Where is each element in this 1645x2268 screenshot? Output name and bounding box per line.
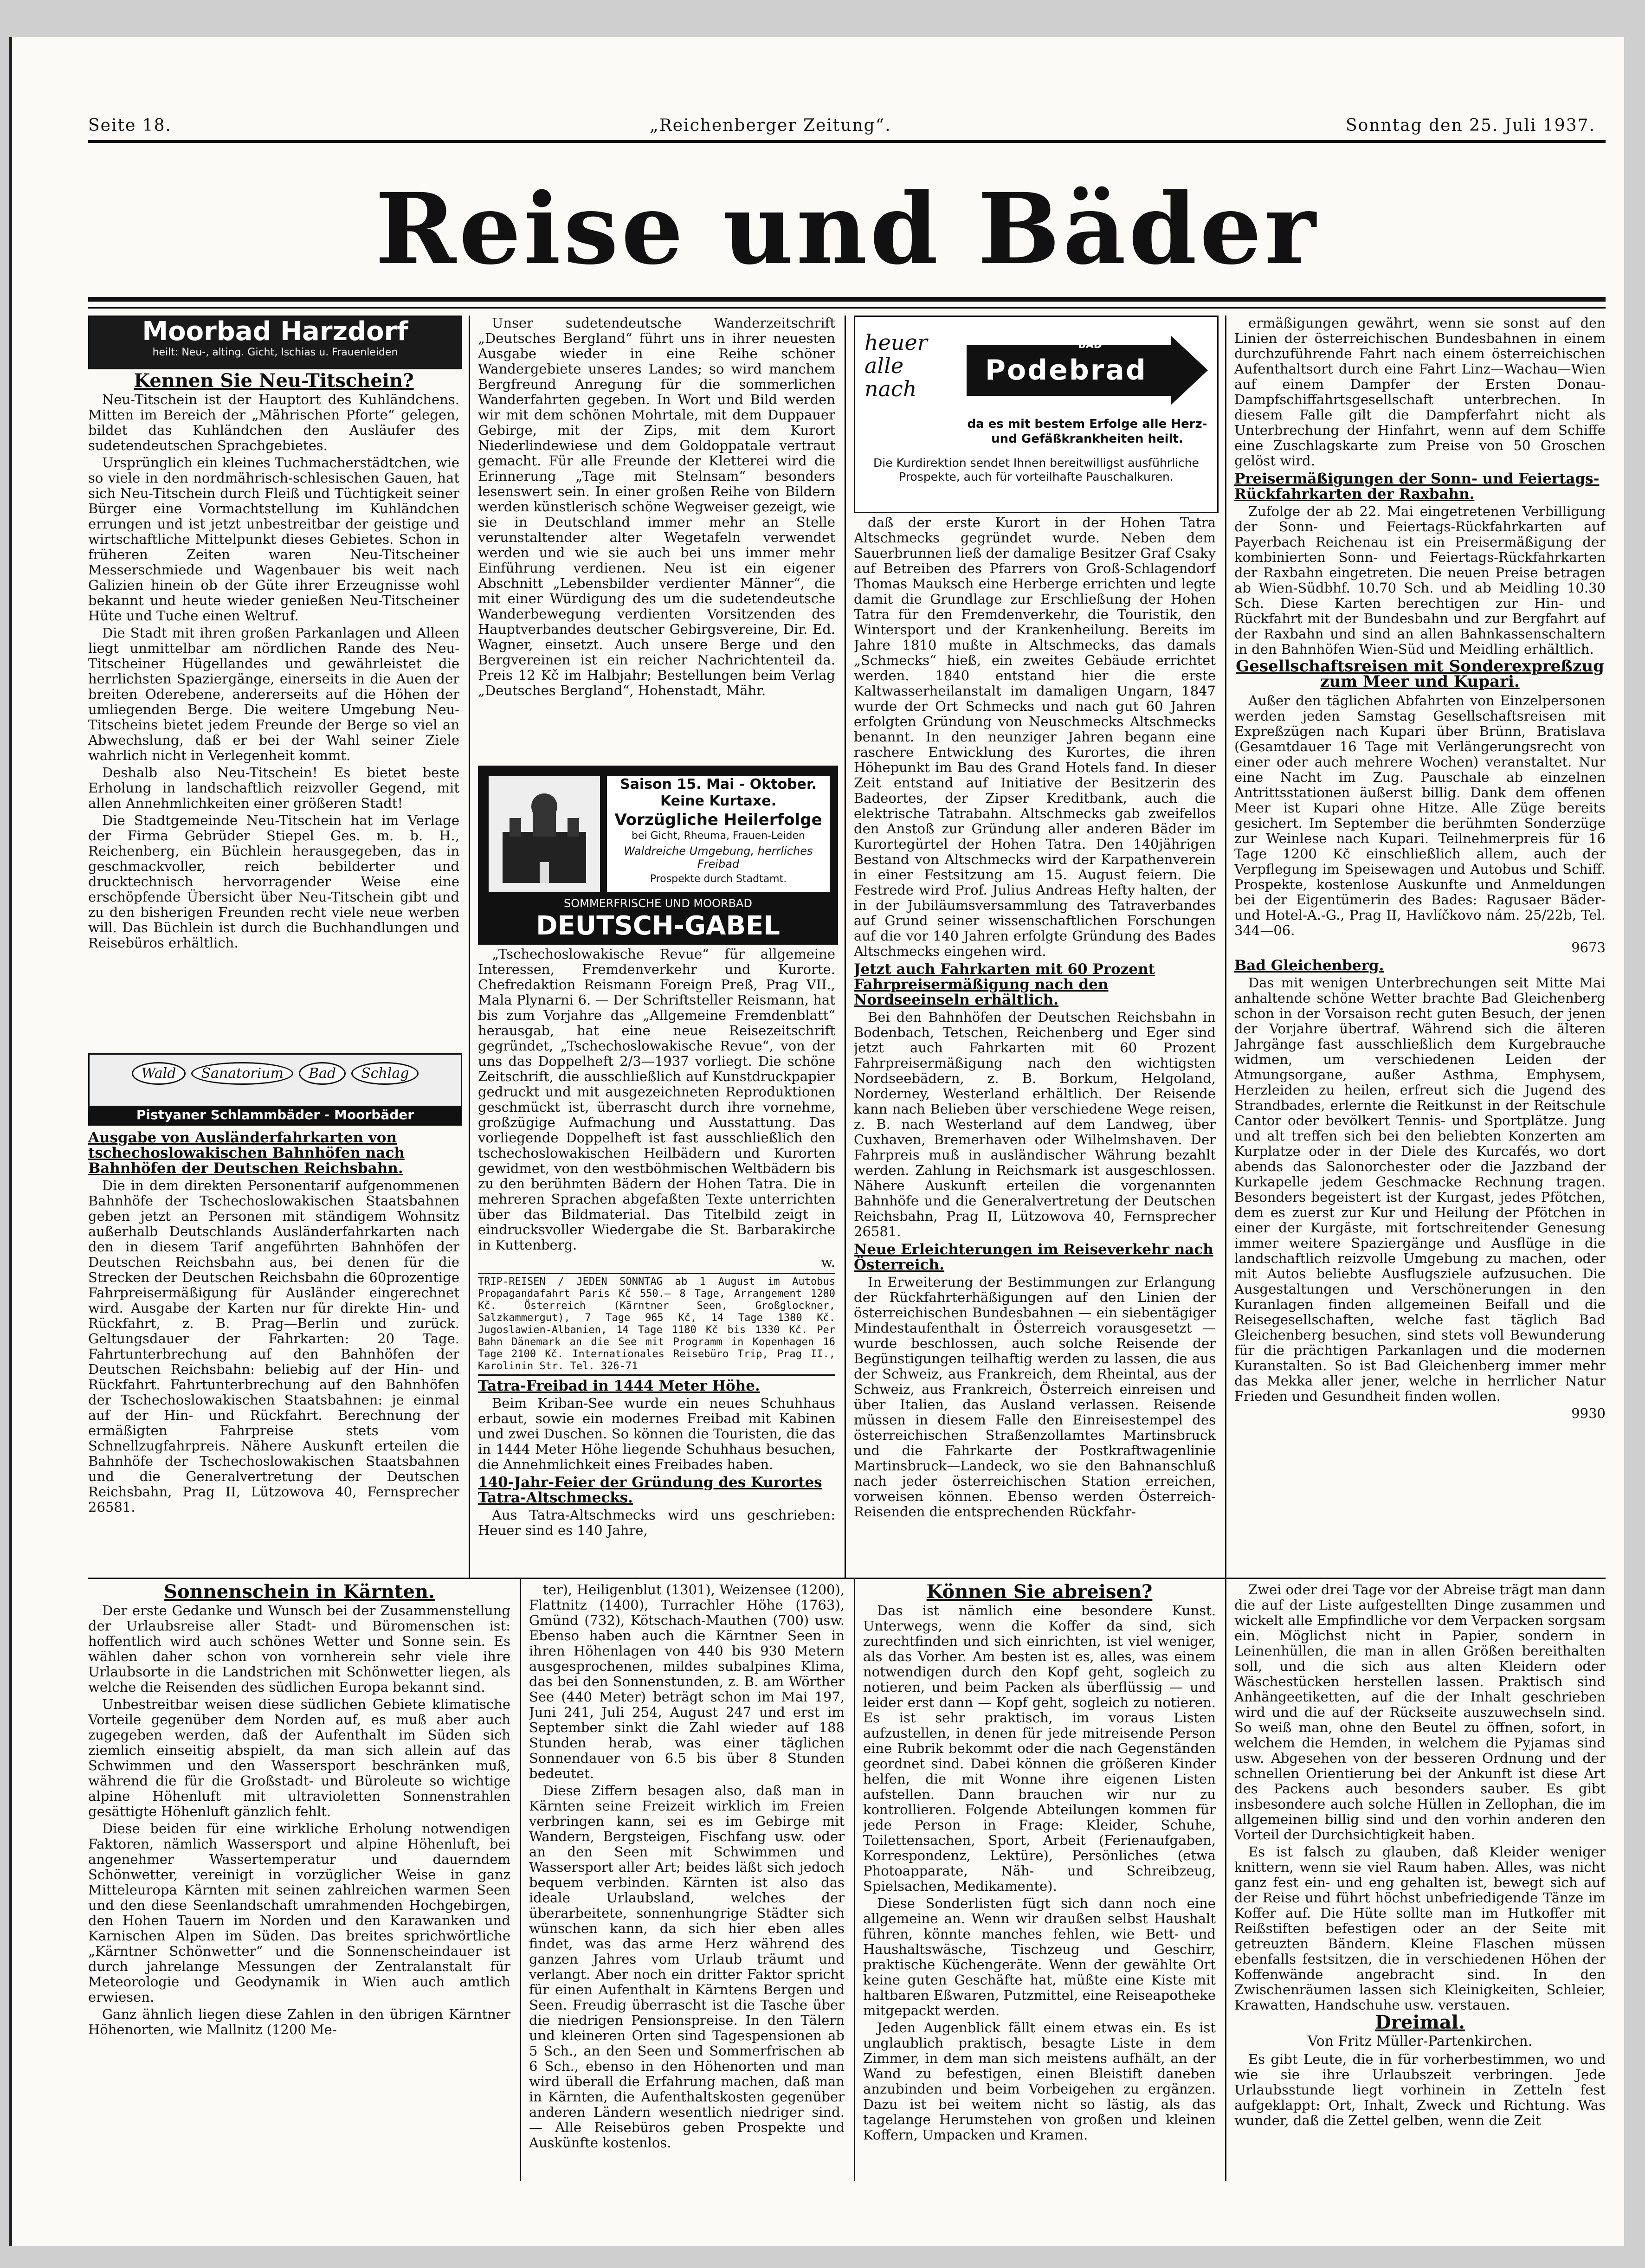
headline: Dreimal.: [1375, 2011, 1465, 2033]
article-auslaenderfahrkarten: [88, 1128, 459, 1573]
ad-word: Wald: [132, 1062, 186, 1085]
ad-number: 9673: [1571, 940, 1606, 955]
spa-building-illustration: [489, 776, 600, 892]
column-rule: [1225, 1578, 1226, 2181]
article-tschechoslowakische-revue: [478, 947, 835, 1573]
paragraph: Unbestreitbar weisen diese südlichen Gebiete klimatische Vorteile gegenüber dem Norden auf, es muß aber auch zugegeben werden, daß der Aufenthalt im Süden sich ziemlich einseitig abspielt, da man sich allein auf das Schwimmen und den Wassersport beschränken muß, während die für die Großstadt- und Büroleute so wichtige alpine Höhenluft mit ultravioletten Sonnenstrahlen gesättigte Höhenluft gänzlich fehlt.: [88, 1696, 510, 1819]
paragraph: Bei den Bahnhöfen der Deutschen Reichsbahn in Bodenbach, Tetschen, Reichenberg und Eger sind jetzt auch Fahrkarten mit 60 Prozent Fahrpreisermäßigung nach den wichtigsten Nordseebädern, z. B. Borkum, Helgoland, Norderney, Westerland erhältlich. Der Reisende kann nach Belieben über verschiedene Wege reisen, z. B. nach Westerland auf dem Landweg, über Cuxhaven, Bremerhaven oder Wilhelmshaven. Der Fahrpreis muß in ausländischer Währung bezahlt werden. Zahlung in Reichsmark ist ausgeschlossen. Nähere Auskunft erteilen die vorgenannten Bahnhöfe und die Generalvertretung der Deutschen Reichsbahn, Prag II, Lützowova 40, Fernsprecher 26581.: [854, 1009, 1216, 1239]
article-column-four: [1234, 316, 1606, 1573]
signature: w.: [821, 1254, 835, 1270]
headline: Tatra-Freibad in 1444 Meter Höhe.: [478, 1378, 760, 1394]
article-abreisen-continued: [1234, 1582, 1606, 2181]
ad-harzdorf-name: Moorbad Harzdorf: [142, 316, 408, 347]
paragraph: Das mit wenigen Unterbrechungen seit Mitte Mai anhaltende schöne Wetter brachte Bad Gleichenberg schon in der Vorsaison recht guten Besuch, der jenen der Vorjahre übertraf. Während sich die älteren Jahrgänge fast ausschließlich dem Kurgebrauche widmen, um verschiedenen Leiden der Atmungsorgane, außer Asthma, Emphysem, Herzleiden zu heilen, erfreut sich die Jugend des Strandbades, erlernte die Reitkunst in der Reitschule Cantor oder bevölkert Tennis- und Sportplätze. Jung und alt treffen sich bei den beliebten Konzerten am Kurplatze oder in der Diele des Kurcafés, wo dort abends das Salonorchester oder die Jazzband der Kurkapelle jedem Geschmacke Rechnung tragen. Besonders begeistert ist der Kurgast, jedes Pfötchen, dem es zuerst zur Kur und Heilung der Pfötchen in einer der Kurgäste, mit fortschreitender Genesung immer weitere Spaziergänge und Ausflüge in die landschaftlich reizvolle Umgebung zu machen, oder mit Autos beliebte Ausflugsziele aufzusuchen. Die Ausgestaltungen und Verschönerungen in den Kuranlagen finden allgemeinen Beifall und die Reisegesellschaften, welche fast täglich Bad Gleichenberg besuchen, sind stets voll Bewunderung für die prächtigen Parkanlagen und die modernen Kuranstalten. So ist Bad Gleichenberg immer mehr das Mekka aller jener, welche in herrlicher Natur Frieden und Gesundheit finden wollen.: [1234, 975, 1606, 1404]
article-abreisen: [863, 1582, 1216, 2181]
headline: Kennen Sie Neu-Titschein?: [134, 371, 414, 392]
article-deutsches-bergland: [478, 316, 835, 761]
newspaper-page: [9, 37, 1624, 2246]
paragraph: Unser sudetendeutsche Wanderzeitschrift „Deutsches Bergland“ führt uns in ihrer neuesten Ausgabe wieder in eine Reihe schöner Wandergebiete unseres Landes; so wird manchem Bergfreund Anregung für die sommerlichen Wanderfahrten gegeben. In Wort und Bild werden wir mit dem schönen Mohrtale, mit dem Duppauer Gebirge, mit der Zips, mit dem Kurort Niederlindewiese und dem Goldoppatale vertraut gemacht. Für alle Freunde der Kletterei wird die Erinnerung „Tage mit Stelnsam“ besonders lesenswert sein. In einer großen Reihe von Bildern werden künstlerisch schöne Wegweiser gezeigt, wie sie in Deutschland immer mehr an Stelle verunstaltender alter Wegetafeln verwendet werden und wie sie auch bei uns immer mehr Einführung verdienen. Neu ist ein eigener Abschnitt „Lebensbilder verdienter Männer“, die mit einer Würdigung des um die sudetendeutsche Wanderbewegung verdienten Vorsitzenden des Hauptverbandes deutscher Gebirgsvereine, Dir. Ed. Wagner, einsetzt. Auch unsere Berge und den Bergvereinen ist ein reicher Nachrichtenteil da. Preis 12 Kč im Halbjahr; Bestellungen beim Verlag „Deutsches Bergland“, Hohenstadt, Mähr.: [478, 316, 835, 698]
headline: Bad Gleichenberg.: [1234, 957, 1384, 974]
paragraph: Diese beiden für eine wirkliche Erholung notwendigen Faktoren, nämlich Wassersport und alpine Höhenluft, bei angenehmer Wassertemperatur und dauerndem Schönwetter, vereinigt in vorzüglicher Weise in ganz Mitteleuropa Kärnten mit seinen zahlreichen warmen Seen und den diese Seenlandschaft umrahmenden Hochgebirgen, den Hohen Tauern im Norden und den Karawanken und Karnischen Alpen im Süden. Das breites sprichwörtliche „Kärntner Schönwetter“ und die Sonnenscheindauer ist durch jahrelange Messungen der Zentralanstalt für Meteorologie und Geodynamik in Wien auch amtlich erwiesen.: [88, 1821, 510, 2005]
section-rule: [88, 1578, 1606, 1579]
ad-wald-sanatorium: [88, 1053, 462, 1126]
paragraph: Deshalb also Neu-Titschein! Es bietet beste Erholung in landschaftlich reizvoller Gegend, mit allen Annehmlichkeiten einer größeren Stadt!: [88, 765, 459, 811]
page-number: Seite 18.: [88, 116, 172, 135]
ad-podebrad-name: Podebrad: [985, 354, 1147, 387]
column-rule: [520, 1578, 521, 2181]
paragraph: Diese Ziffern besagen also, daß man in Kärnten seine Freizeit wirklich im Freien verbringen kann, sei es im Gebirge mit Wandern, Bergsteigen, Fischfang usw. oder an den Seen mit Schwimmen und Wassersport aller Art; beides läßt sich jedoch bequem verbinden. Kärnten ist also das ideale Urlaubsland, welches der überarbeitete, sonnenhungrige Städter sich wünschen kann, da sich hier eben alles findet, was das arme Herz während des ganzen Jahres vom Urlaub träumt und verlangt. Aber noch ein dritter Faktor spricht für einen Aufenthalt in Kärntens Bergen und Seen. Freudig überrascht ist die Tasche über die niedrigen Pensionspreise. In den Tälern und kleineren Orten sind Tagespensionen ab 5 Sch., an den Seen und Sommerfrischen ab 6 Sch., ebenso in den Höhenorten und man wird überall die Erfahrung machen, daß man in Kärnten, die Aufenthaltskosten gegenüber anderen Ländern wesentlich niedriger sind. — Alle Reisebüros geben Prospekte und Auskünfte kostenlos.: [529, 1783, 845, 2151]
paragraph: Es ist falsch zu glauben, daß Kleider weniger knittern, wenn sie viel Raum haben. Alles, was nicht ganz fest ein- und eng gehalten ist, bewegt sich auf der Reise und führt höchst unbefriedigende Tänze im Koffer auf. Die Hüte sollte man im Hutkoffer mit Reißstiften befestigen oder an der Seite mit getreuzten Bändern. Kleine Flaschen müssen ebenfalls festsitzen, die in verschiedenen Höhen der Koffenwände angebracht sind. In den Zwischenräumen lassen sich Kleinigkeiten, Schleier, Krawatten, Handschuhe usw. verstauen.: [1234, 1844, 1606, 2013]
ad-podebrad-bad: BAD: [1078, 339, 1103, 351]
paragraph: „Tschechoslowakische Revue“ für allgemeine Interessen, Fremdenverkehr und Kurorte. Chefredaktion Reismann Foreign Preß, Prag VII., Mala Plynarni 6. — Der Schriftsteller Reismann, hat bis zum Vorjahre das „Allgemeine Fremdenblatt“ herausgab, hat eine neue Reisezeitschrift gegründet, „Tschechoslowakische Revue“, von der uns das Doppelheft 2/3—1937 vorliegt. Die schöne Zeitschrift, die ausschließlich auf Kunstdruckpapier gedruckt und mit ausgezeichneten Reproduktionen geschmückt ist, überrascht durch ihre vornehme, großzügige Aufmachung und Ausstattung. Das vorliegende Doppelheft ist fast ausschließlich den tschechoslowakischen Heilbädern und Kurorten gewidmet, von den westböhmischen Weltbädern bis zu den berühmten Bädern der Hohen Tatra. Die in mehreren Sprachen abgefaßten Texte unterrichten über das Bildmaterial. Das Titelbild zeigt in eindrucksvoller Wiedergabe die St. Barbarakirche in Kuttenberg.: [478, 947, 835, 1253]
paragraph: Es gibt Leute, die in für vorherbestimmen, wo und wie sie ihre Urlaubszeit verbringen. Jede Urlaubsstunde liegt vorhinein in Zetteln fest aufgeklappt: Ort, Inhalt, Zweck und Richtung. Was wunder, daß die Zettel gelben, wenn die Zeit: [1234, 2051, 1606, 2128]
paragraph: Neu-Titschein ist der Hauptort des Kuhländchens. Mitten im Bereich der „Mährischen Pforte“ gelegen, bildet das Kuhländchen den Ausläufer des sudetendeutschen Sprachgebietes.: [88, 392, 459, 453]
column-rule: [1225, 316, 1226, 1578]
paragraph: Die Stadt mit ihren großen Parkanlagen und Alleen liegt unmittelbar am nördlichen Rande des Neu-Titscheiner Hügellandes und gewährleistet die herrlichsten Spaziergänge, einerseits in die Auen der breiten Oderebene, andererseits auf die Höhen der umliegenden Berge. Die weitere Umgebung Neu-Titscheins bietet jedem Freunde der Berge so viel an Abwechslung, daß er bei der Wahl seiner Ziele wahrlich nicht in Verlegenheit kommt.: [88, 625, 459, 763]
ad-bad-podebrad: [854, 316, 1219, 513]
paragraph: Das ist nämlich eine besondere Kunst. Unterwegs, wenn die Koffer da sind, sich zurechtfinden und sich einrichten, ist viel weniger, als das Vorher. Am besten ist es, alles, was einem notwendigen durch den Kopf geht, sogleich zu notieren, und beim Packen als überflüssig — und leider erst dann — Kopf geht, sogleich zu notieren. Es ist sehr praktisch, im voraus Listen aufzustellen, in denen für jede mitreisende Person eine Rubrik bekommt oder die nach Gegenständen geordnet sind. Dabei können die größeren Kinder helfen, die mit Wonne ihre eigenen Listen aufstellen. Dann brauchen wir nur zu kontrollieren. Folgende Abteilungen kommen für jede Person in Frage: Kleider, Schuhe, Toilettensachen, Sport, Arbeit (Ferienaufgaben, Korrespondenz, Lektüre), Persönliches (etwa Photoapparate, Näh- und Schreibzeug, Spielsachen, Medikamente).: [863, 1603, 1216, 1894]
article-altschmecks: [854, 515, 1216, 1573]
ad-word: Bad: [299, 1062, 346, 1085]
headline: Neue Erleichterungen im Reiseverkehr nach Österreich.: [854, 1241, 1213, 1273]
headline: Jetzt auch Fahrkarten mit 60 Prozent Fahrpreisermäßigung nach den Nordseeinseln erhältlich.: [854, 961, 1155, 1008]
ad-podebrad-note: Die Kurdirektion sendet Ihnen bereitwilligst ausführliche Prospekte, auch für vorteilhafte Pauschalkuren.: [873, 456, 1199, 483]
ad-sanatorium-sub: Pistyaner Schlammbäder - Moorbäder: [90, 1106, 461, 1124]
ad-gabel-banner: DEUTSCH-GABEL: [536, 911, 780, 941]
paragraph: Die in dem direkten Personentarif aufgenommenen Bahnhöfe der Tschechoslowakischen Staatsbahnen geben jetzt an Personen mit ständigem Wohnsitz außerhalb Deutschlands Ausländerfahrkarten nach den in diesem Tarif angeführten Bahnhöfen der Deutschen Reichsbahn aus, bei denen für die Strecken der Deutschen Reichsbahn die 60prozentige Fahrpreisermäßigung für Ausländer eingerechnet wird. Ausgabe der Karten nur für direkte Hin- und Rückfahrt, z. B. Prag—Berlin und zurück. Geltungsdauer der Fahrkarten: 20 Tage. Fahrtunterbrechung auf den Bahnhöfen der Deutschen Reichsbahn: beliebig auf der Hin- und Rückfahrt. Fahrtunterbrechung auf den Bahnhöfen der Tschechoslowakischen Staatsbahnen: je einmal auf der Hin- und Rückfahrt. Berechnung der ermäßigten Fahrpreise stets vom Schnellzugfahrpreis. Nähere Auskunft erteilen die Bahnhöfe der Tschechoslowakischen Staatsbahnen und die Generalvertretung der Deutschen Reichsbahn, Prag II, Lützowova 40, Fernsprecher 26581.: [88, 1178, 459, 1515]
ad-podebrad-left: heuer alle nach: [864, 330, 928, 401]
ad-moorbad-harzdorf: [88, 316, 462, 369]
headline: 140-Jahr-Feier der Gründung des Kurortes Tatra-Altschmecks.: [478, 1474, 822, 1506]
paragraph: Ursprünglich ein kleines Tuchmacherstädtchen, wie so viele in den nordmährisch-schlesischen Gauen, hat sich Neu-Titschein durch Fleiß und Tüchtigkeit seiner Bürger eine Vormachtstellung im Kuhländchen errungen und ist jetzt unbestreitbar der geistige und wirtschaftliche Mittelpunkt dieses Gebietes. Schon in früheren Zeiten waren Neu-Titscheiner Messerschmiede und Wagenbauer bis weit nach Galizien hinein ob der Güte ihrer Erzeugnisse wohl bekannt und heute wieder genießen Neu-Titscheiner Hüte und Tuche einen Weltruf.: [88, 455, 459, 624]
title-rule-thin: [88, 307, 1606, 309]
ad-harzdorf-sub: heilt: Neu-, alting. Gicht, Ischias u. Frauenleiden: [152, 347, 398, 358]
headline: Ausgabe von Ausländerfahrkarten von tschechoslowakischen Bahnhöfen nach Bahnhöfen der Deutschen Reichsbahn.: [88, 1129, 405, 1177]
issue-date: Sonntag den 25. Juli 1937.: [1346, 116, 1595, 135]
ad-podebrad-text: da es mit bestem Erfolge alle Herz- und Gefäßkrankheiten heilt.: [967, 417, 1207, 446]
paragraph: Diese Sonderlisten fügt sich dann noch eine allgemeine an. Wenn wir draußen selbst Haushalt führen, könnte manches fehlen, wie Bett- und Haushaltswäsche, Tischzeug und Geschirr, praktische Küchengeräte. Wenn der gewählte Ort keine guten Geschäfte hat, müßte eine Kiste mit haltbaren Eßwaren, Putzmittel, eine Reiseapotheke mitgepackt werden.: [863, 1895, 1216, 2018]
headline: Preisermäßigungen der Sonn- und Feiertags-Rückfahrkarten der Raxbahn.: [1234, 470, 1600, 503]
ad-number: 9930: [1571, 1405, 1606, 1421]
article-neu-titschein: [88, 371, 459, 1049]
paragraph: Ganz ähnlich liegen diese Zahlen in den übrigen Kärntner Höhenorten, wie Mallnitz (1200 Me-: [88, 2006, 510, 2037]
column-rule: [845, 316, 846, 1578]
paragraph: Zufolge der ab 22. Mai eingetretenen Verbilligung der Sonn- und Feiertags-Rückfahrkarten auf Payerbach Reichenau ist ein Preisermäßigung der kombinierten Sonn- und Feiertags-Rückfahrkarten der Raxbahn eingetreten. Die neuen Preise betragen ab Wien-Südbhf. 10.70 Sch. und ab Meidling 10.30 Sch. Diese Karten berechtigen zur Hin- und Rückfahrt mit der Bundesbahn und zur Bergfahrt auf der Raxbahn und sind an allen Bahnkassenschaltern in den Bahnhöfen Wien-Süd und Meidling erhältlich.: [1234, 503, 1606, 657]
article-sonnenschein-kaernten: [88, 1582, 510, 2181]
ad-gabel-season: Saison 15. Mai - Oktober. Keine Kurtaxe.: [620, 776, 817, 809]
title-rule: [88, 297, 1606, 302]
byline: Von Fritz Müller-Partenkirchen.: [1307, 2033, 1533, 2049]
paragraph: Aus Tatra-Altschmecks wird uns geschrieben: Heuer sind es 140 Jahre,: [478, 1507, 835, 1538]
ad-gabel-heil-sub: bei Gicht, Rheuma, Frauen-Leiden: [632, 830, 805, 842]
paragraph: Beim Kriban-See wurde ein neues Schuhhaus erbaut, sowie ein modernes Freibad mit Kabinen und zwei Duschen. So können die Touristen, die das in 1444 Meter Höhe liegende Schuhhaus besuchen, die Annehmlichkeit eines Freibades haben.: [478, 1395, 835, 1472]
paragraph: daß der erste Kurort in der Hohen Tatra Altschmecks gegründet wurde. Neben dem Sauerbrunnen ließ der damalige Besitzer Graf Csaky auf Betreiben des Pfarrers von Groß-Schlagendorf Thomas Mauksch eine Herberge errichten und legte damit die Grundlage zur Erschließung der Hohen Tatra für den Fremdenverkehr, die Touristik, den Wintersport und der Krankenheilung. Bereits im Jahre 1810 mußte in Altschmecks, das damals „Schmecks“ hieß, ein zweites Gebäude errichtet werden. 1840 entstand hier die erste Kaltwasserheilanstalt im damaligen Ungarn, 1847 wurde der Ort Schmecks und nach gut 60 Jahren erfolgten Gründung von Neuschmecks Altschmecks benannt. In den neunziger Jahren begann eine raschere Entwicklung des Kurortes, die ihren Höhepunkt im Bau des Grand Hotels fand. In dieser Zeit entstand auf Initiative der Besitzerin des Badeortes, der Zipser Kreditbank, auch die elektrische Tatrabahn. Altschmecks gab zweifellos den Anstoß zur Gründung aller anderen Bäder im Kurortegürtel der Hohen Tatra. Den 140jährigen Bestand von Altschmecks wird der Karpathenverein in einer Festsitzung am 15. August feiern. Die Festrede wird Prof. Julius Andreas Hefty halten, der in der Jubiläumsversammlung des Tatraverbandes auf Grund seiner wissenschaftlichen Forschungen auf die vor 140 Jahren erfolgte Gründung des Bades Altschmecks eingehen wird.: [854, 515, 1216, 959]
ad-trip-reisen: TRIP-REISEN / JEDEN SONNTAG ab 1 August im Autobus Propagandafahrt Paris Kč 550.— 8 Tage, Arrangement 1280 Kč. Österreich (Kärntner Seen, Großglockner, Salzkammergut), 7 Tage 965 Kč, 14 Tage 1380 Kč. Jugoslawien-Albanien, 14 Tage 1180 Kč bis 1330 Kč. Per Bahn Dänemark an die See mit Programm in Kopenhagen 16 Tage 2100 Kč. Internationales Reisebüro Trip, Prag II., Karolinin Str. Tel. 326-71: [478, 1273, 835, 1376]
paragraph: Die Stadtgemeinde Neu-Titschein hat im Verlage der Firma Gebrüder Stiepel Ges. m. b. H., Reichenberg, ein Büchlein herausgegeben, das in geschmackvoller, reich bebilderter und drucktechnisch hervorragender Weise eine erschöpfende Übersicht über Neu-Titschein gibt und zu den bisherigen Freunden recht viele neue werben will. Das Büchlein ist durch die Buchhandlungen und Reisebüros erhältlich.: [88, 812, 459, 951]
headline: Gesellschaftsreisen mit Sonderexpreßzug zum Meer und Kupari.: [1236, 657, 1604, 691]
paragraph: ter), Heiligenblut (1301), Weizensee (1200), Flattnitz (1400), Turrachler Höhe (1763), Gmünd (732), Kötschach-Mauthen (700) usw. Ebenso haben auch die Kärntner Seen in ihren Höhenlagen von 440 bis 930 Metern ausgesprochenen, mildes subalpines Klima, das bei den Sonnenstunden, z. B. am Wörther See (440 Meter) beträgt schon im Mai 197, Juni 241, Juli 254, August 247 und erst im September sinkt die Zahl wieder auf 188 Stunden herab, was einer täglichen Sonnendauer von 6.5 bis über 8 Stunden bedeutet.: [529, 1582, 845, 1781]
headline: Sonnenschein in Kärnten.: [164, 1582, 435, 1603]
paragraph: Außer den täglichen Abfahrten von Einzelpersonen werden jeden Samstag Gesellschaftsreisen mit Expreßzügen nach Kupari über Brünn, Bratislava (Gesamtdauer 16 Tage mit Verlängerungsrecht von einer oder auch mehrere Wochen) veranstaltet. Nur eine Nacht im Zug. Pauschale ab einzelnen Antrittsstationen äußerst billig. Dank dem offenen Meer ist Kupari ohne Hitze. Alle Züge bereits gesichert. Im September die berühmten Sonderzüge zur Weinlese nach Kupari. Teilnehmerpreis für 16 Tage 1200 Kč einschließlich allem, auch der Verpflegung im Speisewagen und Autobus und Schiff. Prospekte, kostenlose Auskunfte und Anmeldungen bei der Eigentümerin des Bades: Ragusaer Bäder- und Hotel-A.-G., Prag II, Havlíčkovo nám. 25/22b, Tel. 344—06.: [1234, 693, 1606, 938]
paragraph: Zwei oder drei Tage vor der Abreise trägt man dann die auf der Liste aufgestellten Dinge zusammen und wickelt alle Empfindliche vor dem Verpacken sorgsam ein. Möglichst nicht in Papier, sondern in Leinenhüllen, die man in allen Größen bereithalten soll, und die sich aus alten Kleidern oder Wäschestücken herstellen lassen. Praktisch sind Anhängeetiketten, auf die der Inhalt geschrieben wird und die auf der Rückseite auszuwechseln sind. So weiß man, ohne den Beutel zu öffnen, sofort, in welchem die Hemden, in welchem die Pyjamas sind usw. Abgesehen von der besseren Ordnung und der schnellen Orientierung bei der Ankunft ist diese Art des Packens auch besonders sauber. Es gibt insbesondere auch solche Hüllen in Zellophan, die im allgemeinen billig sind und den vorhin anderen den Vorteil der Durchsichtigkeit haben.: [1234, 1582, 1606, 1843]
ad-gabel-heil: Vorzügliche Heilerfolge: [614, 811, 822, 829]
article-kaernten-continued: [529, 1582, 845, 2181]
paragraph: In Erweiterung der Bestimmungen zur Erlangung der Rückfahrterhäßigungen auf den Linien der österreichischen Bundesbahnen — ein siebentägiger Mindestaufenthalt in Österreich vorausgesetzt — wurde beschlossen, auch solche Reisende der Begünstigungen teilhaftig werden zu lassen, die aus der Schweiz, aus Frankreich, dem Rheintal, aus der Schweiz, aus Frankreich, Österreich einreisen und über Italien, das Ausland verlassen. Reisende müssen in diesem Falle den Einreisestempel des österreichischen Straßenzollamtes Martinsbruck und die Fahrkarte der Postkraftwagenlinie Martinsbruck—Landeck, wo sie den Bahnanschluß nach jeder österreichischen Station erreichen, vorweisen können. Ebenso werden Österreich-Reisenden die entsprechenden Rückfahr-: [854, 1274, 1216, 1520]
paragraph: Der erste Gedanke und Wunsch bei der Zusammenstellung der Urlaubsreise aller Stadt- und Büromenschen ist: hoffentlich wird auch schönes Wetter und Sonne sein. Es wählen daher schon von vornherein sehr viele ihre Urlaubsorte in die Landstrichen mit Schönwetter liegen, als welche die Reisenden des südlichen Europa bekannt sind.: [88, 1603, 510, 1695]
column-rule: [854, 1578, 855, 2181]
ad-gabel-prospekt: Prospekte durch Stadtamt.: [650, 873, 787, 885]
section-title: Reise und Bäder: [375, 172, 1319, 286]
header-rule: [88, 140, 1606, 143]
headline: Können Sie abreisen?: [926, 1582, 1153, 1603]
ad-word: Schlag: [351, 1062, 419, 1085]
paragraph: ermäßigungen gewährt, wenn sie sonst auf den Linien der österreichischen Bundesbahnen in einem durchzuführende Fahrt nach einem österreichischen Aufenthaltsort durch eine Fahrt Linz—Wachau—Wien auf einem Dampfer der Ersten Donau-Dampfschiffahrtsgesellschaft unterbrechen. In diesem Falle gilt die Dampferfahrt nicht als Unterbrechung der Hinfahrt, wenn auf dem Schiffe eine Zuschlagskarte zum Preise von 50 Groschen gelöst wird.: [1234, 316, 1606, 469]
paragraph: Jeden Augenblick fällt einem etwas ein. Es ist unglaublich praktisch, besagte Liste in dem Zimmer, in dem man sich meistens aufhält, an der Wand zu befestigen, einen Bleistift daneben anzubinden und beim Vorbeigehen zu ergänzen. Dazu ist bei weitem nicht so lästig, als das tagelange Herumstehen von großen und kleinen Koffern, Umpacken und Kramen.: [863, 2020, 1216, 2143]
ad-gabel-umgebung: Waldreiche Umgebung, herrliches Freibad: [624, 844, 813, 870]
ad-word: Sanatorium: [191, 1062, 293, 1085]
ad-gabel-banner-top: SOMMERFRISCHE UND MOORBAD: [564, 897, 752, 910]
column-rule: [469, 316, 470, 1578]
ad-deutsch-gabel: [478, 766, 838, 945]
paper-name: „Reichenberger Zeitung“.: [650, 116, 891, 135]
